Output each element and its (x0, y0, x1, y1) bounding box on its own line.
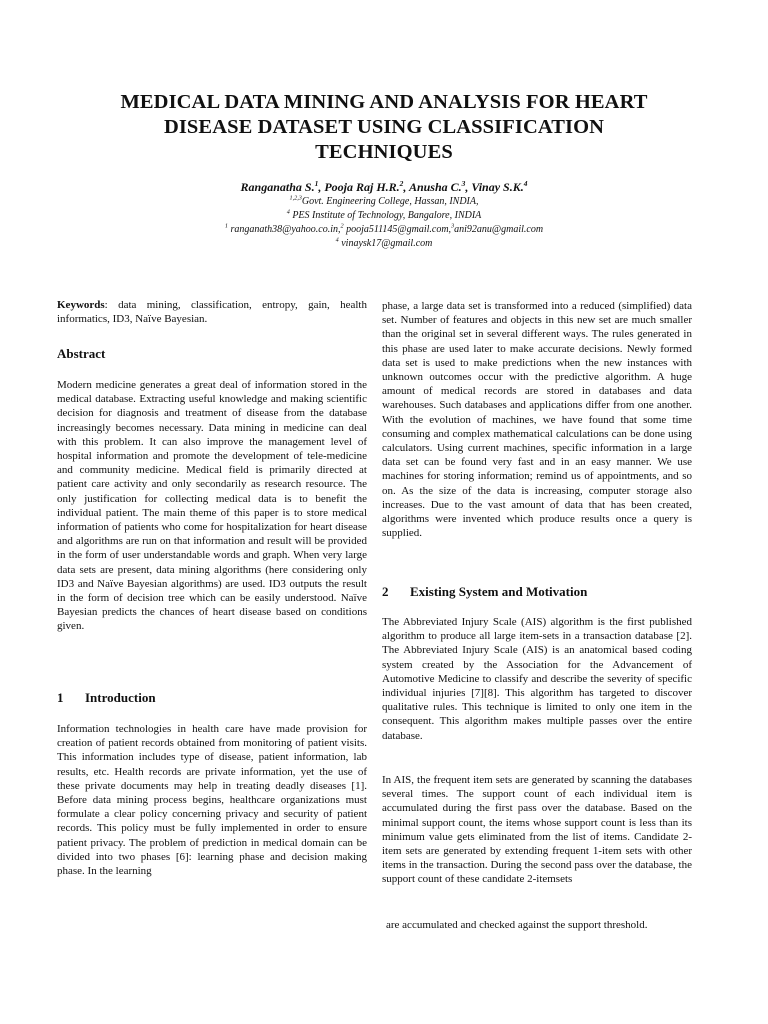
section-1-body (57, 722, 367, 878)
author-name: Vinay S.K. (471, 180, 524, 194)
title-line-2: DISEASE DATASET USING CLASSIFICATION (163, 116, 605, 138)
title-line-1: MEDICAL DATA MINING AND ANALYSIS FOR HEART (120, 91, 648, 113)
continuation-text: phase, a large data set is transformed into a reduced (simplified) data set. Number of features and objects in this new set are much smaller than the original set in several different ways. The rules generated in this phase are used later to make accurate decisions. Newly formed data set is used to make predictions when the new instances with unknown outcomes occur with the predictive algorithm. A huge amount of medical records are stored in databases and data warehouses. Such databases and applications differ from one another. With the evolution of machines, we have found that some time consuming and complex mathematical calculations can be done using calculators. Using current machines, specific information in a large data set can be found very fast and in an easy manner. We use machines for storing information; remind us of appointments, and so on. As the size of the data is increasing, computer storage also increases. Due to the vast amount of data that has been created, algorithms were invented which produce results once a query is supplied. (382, 300, 692, 540)
affiliation-line-2: $^4$ PES Institute of Technology, Bangalore, INDIA (286, 208, 482, 221)
abstract-text: Modern medicine generates a great deal of information stored in the medical database. Extracting useful knowledge and making scientific decision for diagnosis and treatment of disease from the database increasingly becomes necessary. Data mining in medicine can deal with this problem. It can also improve the management level of hospital information and promote the development of tele-medicine and community medicine. Medical field is primarily directed at patient care activity and only secondarily as research resource. The only justification for collecting medical data is to benefit the individual patient. The main theme of this paper is to store medical information of patients who come for hospitalization for heart disease and algorithms are run on that information and result will be provided in the form of user understandable words and graph. When very large data sets are present, data mining algorithms (here considering only ID3 and Naïve Bayesian algorithms) are used. ID3 outputs the result in the form of decision tree which can be easily understood. Naïve Bayesian predicts the chances of heart disease based on conditions given. (57, 379, 367, 633)
email-link[interactable]: pooja511145@gmail.com, (343, 224, 452, 235)
email-link[interactable]: ranganath38@yahoo.co.in, (228, 224, 341, 235)
section-1-text: Information technologies in health care have made provision for creation of patient records obtained from monitoring of patient visits. This information includes type of disease, patient information, lab results, etc. Health records are private information, yet the use of these private documents may help in treating deadly diseases [1]. Before data mining process begins, healthcare organizations must formulate a clear policy concerning privacy and security of patient records. This policy must be fully implemented in order to ensure patient privacy. The problem of prediction in medical domain can be divided into two phases [6]: learning phase and decision making phase. In the learning (57, 723, 367, 878)
author-name: Anusha C. (408, 180, 462, 194)
author-name: Ranganatha S. (240, 180, 315, 194)
section-2-text-1: The Abbreviated Injury Scale (AIS) algorithm is the first published algorithm to produce all large item-sets in a transaction database [2]. The Abbreviated Injury Scale (AIS) is an anatomical based coding system created by the Association for the Advancement of Automotive Medicine to classify and describe the severity of specific individual injuries [7][8]. This algorithm has targeted to discover qualitative rules. This technique is limited to only one item in the consequent. This algorithm makes multiple passes over the entire database. (382, 616, 692, 742)
section-2-heading (382, 584, 587, 600)
abstract-body (57, 378, 367, 634)
section-title: Existing System and Motivation (410, 584, 588, 599)
author-name: Pooja Raj H.R. (324, 180, 400, 194)
right-column-continuation (382, 299, 692, 540)
author-sup: 2 (399, 179, 404, 188)
section-1-heading (57, 690, 156, 706)
abstract-heading: Abstract (57, 346, 106, 361)
email-link[interactable]: vinaysk17@gmail.com (338, 238, 433, 249)
author-sup: 4 (523, 179, 528, 188)
section-2-para-2 (382, 773, 692, 887)
email-line-2: $^4$ vinaysk17@gmail.com (335, 236, 433, 249)
paper-title (60, 90, 708, 165)
title-line-3: TECHNIQUES (315, 141, 453, 163)
section-number: 1 (57, 690, 64, 705)
section-2-text-2: In AIS, the frequent item sets are generated by scanning the databases several times. The support count of each individual item is accumulated during the first pass over the database. Based on the minimal support count, the items whose support count is less than its minimum value gets eliminated from the list of items. Candidate 2-item sets are generated by extending frequent 1-item sets with other items in the transaction. During the second pass over the database, the support count of these candidate 2-itemsets (382, 774, 692, 886)
keywords-label: Keywords (57, 299, 105, 311)
keywords-text: : data mining, classification, entropy, gain, health informatics, ID3, Naïve Bayesian. (57, 299, 367, 326)
affiliation-line-1: $^{1,2,3}$Govt. Engineering College, Hassan, INDIA, (289, 194, 479, 207)
section-2-para-1 (382, 615, 692, 743)
section-title: Introduction (85, 690, 156, 705)
keywords-block (57, 298, 367, 326)
author-sup: 3 (461, 179, 466, 188)
email-line-1: $^1$ ranganath38@yahoo.co.in,$^2$ pooja511145@gmail.com,$^3$ani92anu@gmail.com (224, 222, 544, 235)
section-number: 2 (382, 584, 389, 599)
email-link[interactable]: ani92anu@gmail.com (454, 224, 544, 235)
author-list: Ranganatha S.$^1$, Pooja Raj H.R.$^2$, Anusha C.$^3$, Vinay S.K.$^4$ (240, 179, 528, 194)
author-sup: 1 (314, 179, 319, 188)
page-footer-continuation: are accumulated and checked against the support threshold. (386, 919, 648, 931)
